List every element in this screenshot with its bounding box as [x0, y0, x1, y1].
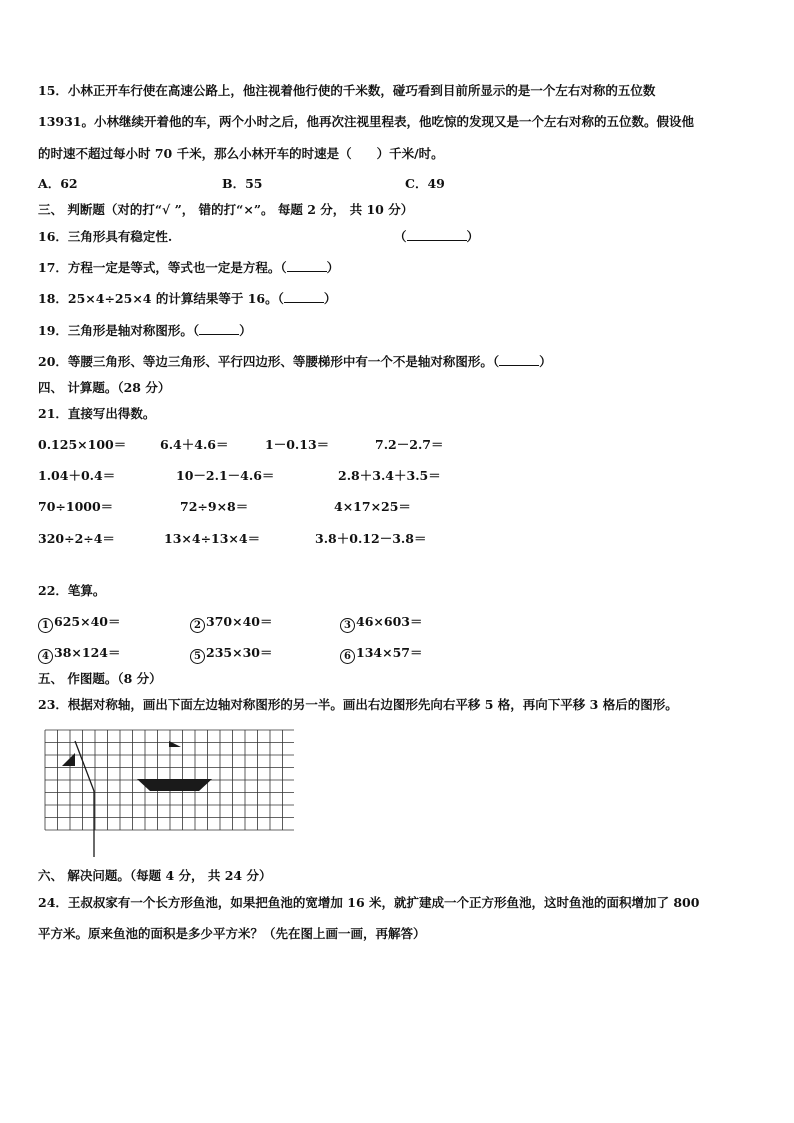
q15-line-3: 的时速不超过每小时 70 千米，那么小林开车的时速是（ ）千米/时。 — [38, 146, 444, 161]
q19-row — [38, 322, 252, 340]
q21-problem: 3.8＋0.12－3.8＝ — [315, 531, 427, 546]
q20-row — [38, 353, 552, 371]
drawing-grid[interactable] — [44, 729, 294, 857]
q22-expr: 370×40＝ — [206, 614, 273, 629]
q18-close-paren: ） — [323, 291, 337, 306]
q15-option-c[interactable]: C．49 — [405, 176, 445, 191]
q21-title: 21．直接写出得数。 — [38, 406, 156, 421]
q21-problem: 0.125×100＝ — [38, 437, 127, 452]
q17-row — [38, 259, 339, 277]
q22-item — [38, 613, 120, 633]
trapezoid-shape — [137, 779, 212, 791]
q22-item — [38, 644, 120, 664]
q21-problem: 1.04＋0.4＝ — [38, 468, 116, 483]
q21-problem: 2.8＋3.4＋3.5＝ — [338, 468, 441, 483]
q23-text: 23．根据对称轴，画出下面左边轴对称图形的另一半。画出右边图形先向右平移 5 格，再向下平移 3 格后的图形。 — [38, 697, 678, 712]
q19-text: 19．三角形是轴对称图形。（ — [38, 323, 200, 338]
q20-text: 20．等腰三角形、等边三角形、平行四边形、等腰梯形中有一个不是轴对称图形。（ — [38, 354, 500, 369]
q21-problem: 320÷2÷4＝ — [38, 531, 115, 546]
q16-open-paren: （ — [394, 229, 407, 244]
q17-close-paren: ） — [326, 260, 340, 275]
circled-number-icon: 4 — [38, 649, 53, 664]
circled-number-icon: 2 — [190, 618, 205, 633]
q18-text: 18．25×4÷25×4 的计算结果等于 16。（ — [38, 291, 284, 306]
q16-close-paren: ） — [466, 229, 480, 244]
q21-problem: 72÷9×8＝ — [180, 499, 249, 514]
q22-item — [190, 613, 272, 633]
q20-close-paren: ） — [539, 354, 552, 369]
q19-blank[interactable] — [199, 322, 239, 335]
section-6-heading: 六、 解决问题。（每题 4 分， 共 24 分） — [38, 868, 272, 883]
q21-problem: 1－0.13＝ — [265, 437, 330, 452]
small-triangle-shape — [169, 741, 181, 747]
q15-option-b[interactable]: B．55 — [222, 176, 263, 191]
q16-text: 16．三角形具有稳定性. — [38, 229, 173, 244]
section-3-heading: 三、 判断题（对的打“√ ”， 错的打“×”。 每题 2 分， 共 10 分） — [38, 202, 414, 217]
q15-line-2: 13931。小林继续开着他的车，两个小时之后，他再次注视里程表，他吃惊的发现又是一个左右对称的五位数。假设他 — [38, 114, 694, 129]
q16-blank[interactable] — [407, 228, 467, 241]
q21-problem: 10－2.1－4.6＝ — [176, 468, 275, 483]
circled-number-icon: 5 — [190, 649, 205, 664]
q21-problem: 13×4÷13×4＝ — [164, 531, 261, 546]
q22-item — [190, 644, 272, 664]
section-5-heading: 五、 作图题。（8 分） — [38, 671, 162, 686]
q21-problem: 70÷1000＝ — [38, 499, 114, 514]
q21-problem: 4×17×25＝ — [334, 499, 411, 514]
q22-expr: 46×603＝ — [356, 614, 423, 629]
q22-item — [340, 644, 422, 664]
circled-number-icon: 1 — [38, 618, 53, 633]
left-shape-edge — [75, 741, 94, 791]
section-4-heading: 四、 计算题。（28 分） — [38, 380, 171, 395]
q18-row — [38, 290, 336, 308]
q19-close-paren: ） — [239, 323, 252, 338]
q24-line-2: 平方米。原来鱼池的面积是多少平方米？（先在图上画一画，再解答） — [38, 926, 426, 941]
q17-text: 17．方程一定是等式，等式也一定是方程。（ — [38, 260, 287, 275]
q17-blank[interactable] — [287, 259, 327, 272]
q18-blank[interactable] — [284, 290, 324, 303]
q22-expr: 235×30＝ — [206, 645, 273, 660]
q16-answer-box[interactable] — [394, 228, 479, 246]
q21-problem: 6.4＋4.6＝ — [160, 437, 229, 452]
q20-blank[interactable] — [499, 353, 539, 366]
q22-expr: 38×124＝ — [54, 645, 121, 660]
q22-title: 22．笔算。 — [38, 583, 106, 598]
q15-option-a[interactable]: A．62 — [38, 176, 78, 191]
q22-item — [340, 613, 422, 633]
circled-number-icon: 3 — [340, 618, 355, 633]
q22-expr: 134×57＝ — [356, 645, 423, 660]
q24-line-1: 24．王叔叔家有一个长方形鱼池，如果把鱼池的宽增加 16 米，就扩建成一个正方形鱼池，这时鱼池的面积增加了 800 — [38, 895, 700, 910]
q21-problem: 7.2－2.7＝ — [375, 437, 444, 452]
q15-line-1: 15．小林正开车行使在高速公路上，他注视着他行使的千米数，碰巧看到目前所显示的是一个左右对称的五位数 — [38, 83, 656, 98]
circled-number-icon: 6 — [340, 649, 355, 664]
q22-expr: 625×40＝ — [54, 614, 121, 629]
